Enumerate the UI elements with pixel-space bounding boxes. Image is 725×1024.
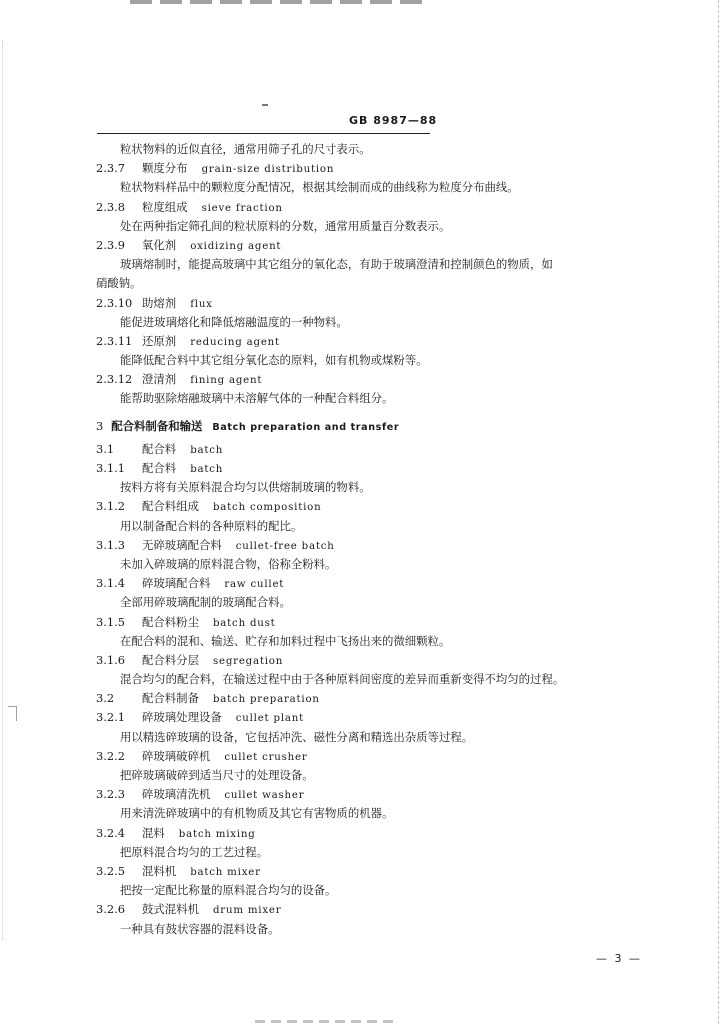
- term-number: 2.3.12: [96, 372, 133, 387]
- term-english: cullet washer: [224, 790, 305, 802]
- term-english: batch: [190, 444, 224, 456]
- term-english: fining agent: [190, 375, 263, 387]
- term-chinese: 配合料组成: [142, 499, 199, 514]
- scan-artifact-top: [130, 0, 430, 4]
- term-english: batch composition: [212, 502, 322, 514]
- term-number: 3.1.1: [96, 461, 125, 475]
- definition-text: 按料方将有关原料混合均匀以供熔制玻璃的物料。: [120, 480, 371, 495]
- term-chinese: 配合料: [142, 461, 177, 475]
- term-english: oxidizing agent: [190, 240, 282, 252]
- term-number: 2.3.7: [96, 161, 125, 176]
- term-entry: [96, 651, 630, 670]
- term-entry: [96, 862, 630, 881]
- section-heading: [96, 417, 630, 436]
- term-entry: [96, 785, 630, 804]
- term-english: segregation: [212, 655, 284, 667]
- term-entry: [96, 236, 630, 255]
- section-title-english: Batch preparation and transfer: [212, 421, 400, 433]
- term-chinese: 澄清剂: [142, 372, 177, 387]
- definition-text: 把按一定配比称量的原料混合均匀的设备。: [120, 883, 337, 898]
- term-entry: [96, 159, 630, 178]
- scan-edge-left: [2, 40, 4, 940]
- term-entry: [96, 459, 630, 478]
- definition-text: 在配合料的混和、输送、贮存和加料过程中飞扬出来的微细颗粒。: [120, 633, 451, 648]
- term-number: 3.1.6: [96, 652, 125, 667]
- term-entry: [96, 708, 630, 727]
- term-entry: [96, 536, 630, 555]
- definition-text: 混合均匀的配合料，在输送过程中由于各种原料间密度的差异而重新变得不均匀的过程。: [120, 672, 565, 687]
- term-entry: [96, 689, 630, 708]
- definition-text: 用来清洗碎玻璃中的有机物质及其它有害物质的机器。: [120, 806, 394, 821]
- term-chinese: 配合料: [142, 441, 177, 456]
- term-number: 3.2: [96, 691, 115, 706]
- definition-text: 粒状物料的近似直径，通常用筛子孔的尺寸表示。: [120, 142, 371, 156]
- term-chinese: 混料: [142, 825, 165, 840]
- definition-text: 未加入碎玻璃的原料混合物，俗称全粉料。: [120, 556, 337, 571]
- term-chinese: 混料机: [142, 863, 177, 878]
- term-english: reducing agent: [190, 336, 280, 348]
- term-number: 2.3.11: [96, 333, 133, 348]
- term-english: raw cullet: [224, 579, 285, 591]
- term-entry: [96, 198, 630, 217]
- definition-text: 能促进玻璃熔化和降低熔融温度的一种物料。: [120, 314, 348, 329]
- term-english: cullet plant: [235, 713, 305, 725]
- definition-text: 能帮助驱除熔融玻璃中未溶解气体的一种配合料组分。: [120, 391, 394, 406]
- page-number: — 3 —: [596, 952, 642, 965]
- term-number: 2.3.9: [96, 237, 125, 252]
- definition-text: 全部用碎玻璃配制的玻璃配合料。: [120, 595, 291, 610]
- term-chinese: 助熔剂: [142, 295, 177, 310]
- term-english: cullet-free batch: [235, 540, 335, 552]
- term-chinese: 碎玻璃处理设备: [142, 710, 222, 725]
- definition-text: 把原料混合均匀的工艺过程。: [120, 844, 269, 859]
- term-number: 3.2.1: [96, 710, 125, 725]
- term-chinese: 粒度组成: [142, 199, 188, 214]
- term-number: 2.3.8: [96, 199, 125, 214]
- term-english: cullet crusher: [224, 751, 308, 763]
- term-english: batch mixer: [190, 866, 261, 878]
- term-chinese: 碎玻璃破碎机: [142, 748, 211, 763]
- term-entry: [96, 900, 630, 919]
- definition-text: 一种具有鼓状容器的混料设备。: [120, 921, 280, 936]
- term-english: sieve fraction: [201, 202, 283, 214]
- term-number: 3.1.2: [96, 499, 125, 514]
- term-number: 3.1: [96, 441, 115, 456]
- definition-text: 玻璃熔制时，能提高玻璃中其它组分的氧化态，有助于玻璃澄清和控制颜色的物质，如: [120, 257, 553, 272]
- term-chinese: 配合料分层: [142, 652, 199, 667]
- term-number: 3.2.4: [96, 825, 125, 840]
- scan-artifact-bottom: [255, 1020, 395, 1023]
- term-chinese: 鼓式混料机: [142, 902, 199, 917]
- term-chinese: 配合料粉尘: [142, 614, 199, 629]
- term-english: batch: [190, 464, 224, 475]
- term-chinese: 无碎玻璃配合料: [142, 537, 222, 552]
- term-chinese: 碎玻璃清洗机: [142, 787, 211, 802]
- definition-text: 把碎玻璃破碎到适当尺寸的处理设备。: [120, 768, 314, 782]
- definition-text: 用以精选碎玻璃的设备，它包括冲洗、磁性分离和精选出杂质等过程。: [120, 729, 474, 744]
- header-rule: [97, 133, 430, 134]
- definition-text: 用以制备配合料的各种原料的配比。: [120, 518, 303, 533]
- header-mark: [262, 104, 268, 106]
- term-english: grain-size distribution: [201, 164, 335, 176]
- term-number: 3.2.3: [96, 787, 125, 802]
- term-entry: [96, 574, 630, 593]
- term-entry: [96, 332, 630, 351]
- term-entry: [96, 440, 630, 459]
- term-entry: [96, 613, 630, 632]
- term-entry: [96, 747, 630, 766]
- term-entry: [96, 824, 630, 843]
- term-number: 2.3.10: [96, 295, 133, 310]
- section-number: 3: [96, 418, 104, 433]
- term-number: 3.1.5: [96, 614, 125, 629]
- definition-text: 粒状物料样品中的颗粒度分配情况，根据其绘制而成的曲线称为粒度分布曲线。: [120, 180, 519, 195]
- term-entry: [96, 370, 630, 389]
- term-english: batch preparation: [212, 694, 320, 706]
- definition-text: 能降低配合料中其它组分氧化态的原料，如有机物或煤粉等。: [120, 353, 428, 368]
- scan-edge-right: [716, 0, 719, 1024]
- term-chinese: 还原剂: [142, 333, 177, 348]
- term-number: 3.1.4: [96, 576, 125, 591]
- term-number: 3.1.3: [96, 537, 125, 552]
- term-number: 3.2.6: [96, 902, 125, 917]
- definition-text: 处在两种指定筛孔间的粒状原料的分数，通常用质量百分数表示。: [120, 218, 451, 233]
- term-number: 3.2.5: [96, 863, 125, 878]
- definition-continuation: 硝酸钠。: [96, 276, 142, 291]
- term-entry: [96, 497, 630, 516]
- term-number: 3.2.2: [96, 748, 125, 763]
- document-body: [96, 140, 630, 939]
- term-chinese: 碎玻璃配合料: [142, 576, 211, 591]
- term-chinese: 配合料制备: [142, 691, 199, 706]
- margin-mark: [8, 706, 17, 721]
- term-chinese: 颗度分布: [142, 161, 188, 176]
- term-english: drum mixer: [212, 905, 282, 917]
- term-english: flux: [190, 298, 213, 310]
- term-english: batch dust: [212, 617, 276, 629]
- term-english: batch mixing: [178, 828, 256, 840]
- section-title-chinese: 配合料制备和输送: [111, 418, 203, 433]
- page-header-code: GB 8987—88: [349, 114, 438, 127]
- term-entry: [96, 294, 630, 313]
- term-chinese: 氧化剂: [142, 237, 177, 252]
